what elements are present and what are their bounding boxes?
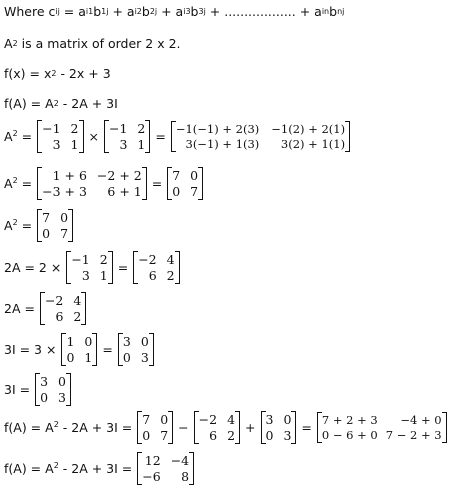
text: 2A = — [4, 301, 35, 316]
text: A — [4, 176, 13, 191]
matrix-cell: −2 — [44, 293, 64, 308]
matrix-cell: 7 — [160, 428, 169, 443]
text: + .................. + a — [205, 4, 322, 19]
matrix-cell: 2 — [227, 428, 236, 443]
matrix-cell: 1 — [99, 268, 108, 283]
matrix — [137, 453, 194, 484]
text: is a matrix of order 2 x 2. — [17, 36, 181, 51]
a-squared-sum — [4, 168, 205, 199]
text: - 2x + 3 — [56, 66, 111, 81]
matrix-cell: 3 — [265, 412, 274, 427]
matrix-cell: 6 — [209, 428, 218, 443]
text: f(x) = x — [4, 66, 52, 81]
matrix-cell: 4 — [227, 412, 236, 427]
three-i-product — [4, 334, 156, 365]
matrix-cell: 7 + 2 + 3 — [321, 413, 378, 427]
matrix-cell: 7 — [172, 168, 181, 183]
matrix-cell: 2 — [70, 121, 79, 136]
matrix-cell: 0 — [172, 184, 181, 199]
matrix-cell: 2 — [99, 252, 108, 267]
text: f(A) = A — [4, 461, 54, 476]
text: b — [329, 4, 338, 19]
matrix-cell: 6 — [148, 268, 157, 283]
two-a-result — [4, 293, 88, 324]
matrix-cell: −6 — [142, 469, 161, 484]
matrix-cell: 6 — [55, 309, 64, 324]
matrix-cell: 0 — [190, 168, 199, 183]
matrix-cell: 4 — [73, 293, 82, 308]
matrix-cell: 0 — [66, 350, 75, 365]
text: f(A) = A — [4, 96, 54, 111]
matrix — [37, 168, 147, 199]
text: A — [4, 218, 13, 233]
matrix-cell: −4 + 0 — [400, 413, 442, 427]
matrix-cell: 3 — [58, 390, 66, 405]
matrix-cell: 7 — [142, 412, 151, 427]
superscript: 2 — [12, 128, 18, 138]
matrix-cell: 7 — [42, 210, 51, 225]
text: + a — [108, 4, 135, 19]
matrix-cell: −1 — [71, 252, 90, 267]
superscript: 2 — [53, 460, 59, 470]
matrix-cell: 2 — [137, 121, 146, 136]
matrix — [61, 334, 97, 365]
text: A — [4, 36, 13, 51]
matrix-cell: 0 — [122, 350, 131, 365]
matrix-cell: 0 — [283, 412, 292, 427]
matrix — [133, 252, 179, 283]
operator: × — [88, 129, 99, 144]
function-definition: f(x) = x 2 - 2x + 3 — [4, 66, 111, 81]
matrix — [261, 412, 297, 443]
f-of-a-result — [4, 453, 196, 484]
matrix-cell: 0 — [265, 428, 274, 443]
two-a-product — [4, 252, 182, 283]
text: A — [4, 129, 13, 144]
matrix-cell: 7 — [60, 226, 69, 241]
text: - 2A + 3I = — [58, 461, 133, 476]
matrix-cell: 0 — [58, 374, 66, 389]
text: 2A = 2 × — [4, 260, 62, 275]
text: f(A) = A — [4, 420, 54, 435]
operator: = — [102, 342, 113, 357]
a-squared-result — [4, 210, 75, 241]
operator: = — [301, 420, 312, 435]
definition-line: Where c ij = a i1 b 1j + a i2 b 2j + a i3 b 3j + .................. + a in b nj — [4, 4, 345, 19]
matrix-cell: 8 — [181, 469, 190, 484]
matrix-cell: −1 — [42, 121, 61, 136]
matrix-cell: 3 — [140, 350, 149, 365]
superscript: 2 — [53, 419, 59, 429]
matrix-cell: 6 + 1 — [107, 184, 142, 199]
operator: − — [178, 420, 189, 435]
a-squared-product — [4, 121, 352, 152]
matrix-cell: −1 — [108, 121, 128, 136]
text: + a — [157, 4, 184, 19]
matrix-cell: 0 − 6 + 0 — [321, 428, 378, 442]
function-of-a: f(A) = A 2 - 2A + 3I — [4, 96, 118, 111]
matrix — [137, 412, 173, 443]
matrix-cell: 1 — [137, 137, 146, 152]
matrix-cell: −3 + 3 — [42, 184, 87, 199]
matrix — [194, 412, 240, 443]
matrix — [37, 210, 73, 241]
matrix — [66, 252, 112, 283]
text: 3I = 3 × — [4, 342, 57, 357]
matrix-cell: 3 — [122, 334, 131, 349]
matrix — [118, 334, 154, 365]
matrix-cell: 3 — [52, 137, 61, 152]
matrix — [317, 413, 447, 442]
f-of-a-expansion — [4, 412, 449, 443]
matrix — [167, 168, 203, 199]
text: Where c — [4, 4, 56, 19]
matrix-cell: 1 — [66, 334, 75, 349]
superscript: 2 — [12, 217, 18, 227]
matrix-cell: −1(−1) + 2(3) — [175, 122, 260, 136]
operator: = — [117, 260, 129, 275]
text: = — [17, 218, 33, 233]
matrix-cell: 1 — [84, 350, 93, 365]
order-statement: A 2 is a matrix of order 2 x 2. — [4, 36, 181, 51]
matrix-cell: 0 — [42, 226, 51, 241]
matrix-cell: 3 — [119, 137, 128, 152]
matrix-cell: −1(2) + 2(1) — [271, 122, 346, 136]
matrix-cell: 7 − 2 + 3 — [385, 428, 442, 442]
operator: = — [155, 129, 166, 144]
text: b — [190, 4, 199, 19]
matrix — [171, 122, 350, 151]
matrix-cell: 4 — [166, 252, 175, 267]
matrix-cell: 0 — [140, 334, 149, 349]
matrix-cell: −2 + 2 — [96, 168, 142, 183]
matrix-cell: 0 — [160, 412, 169, 427]
text: - 2A + 3I — [58, 96, 118, 111]
three-i-result — [4, 374, 73, 405]
matrix — [40, 293, 86, 324]
matrix-cell: 2 — [166, 268, 175, 283]
matrix-cell: 7 — [190, 184, 199, 199]
matrix-cell: 2 — [73, 309, 82, 324]
matrix-cell: −4 — [170, 453, 190, 468]
matrix-cell: 3(−1) + 1(3) — [185, 137, 260, 151]
matrix-cell: 12 — [144, 453, 161, 468]
matrix-cell: 3 — [81, 268, 90, 283]
text: = — [17, 176, 33, 191]
matrix — [35, 374, 71, 405]
operator: = — [151, 176, 163, 191]
superscript: 2 — [12, 175, 18, 185]
matrix-cell: 1 — [70, 137, 79, 152]
matrix-cell: 3 — [283, 428, 292, 443]
matrix-cell: 0 — [142, 428, 151, 443]
text: b — [141, 4, 150, 19]
text: b — [93, 4, 102, 19]
matrix-cell: 3(2) + 1(1) — [280, 137, 346, 151]
text: 3I = — [4, 382, 31, 397]
matrix-cell: 0 — [60, 210, 69, 225]
matrix — [104, 121, 150, 152]
matrix-cell: 1 + 6 — [52, 168, 87, 183]
text: = — [17, 129, 33, 144]
matrix — [37, 121, 83, 152]
text: - 2A + 3I = — [58, 420, 133, 435]
operator: + — [245, 420, 256, 435]
matrix-cell: 0 — [40, 390, 49, 405]
matrix-cell: 3 — [40, 374, 49, 389]
text: = a — [59, 4, 86, 19]
matrix-cell: −2 — [198, 412, 218, 427]
matrix-cell: −2 — [138, 252, 157, 267]
matrix-cell: 0 — [84, 334, 93, 349]
